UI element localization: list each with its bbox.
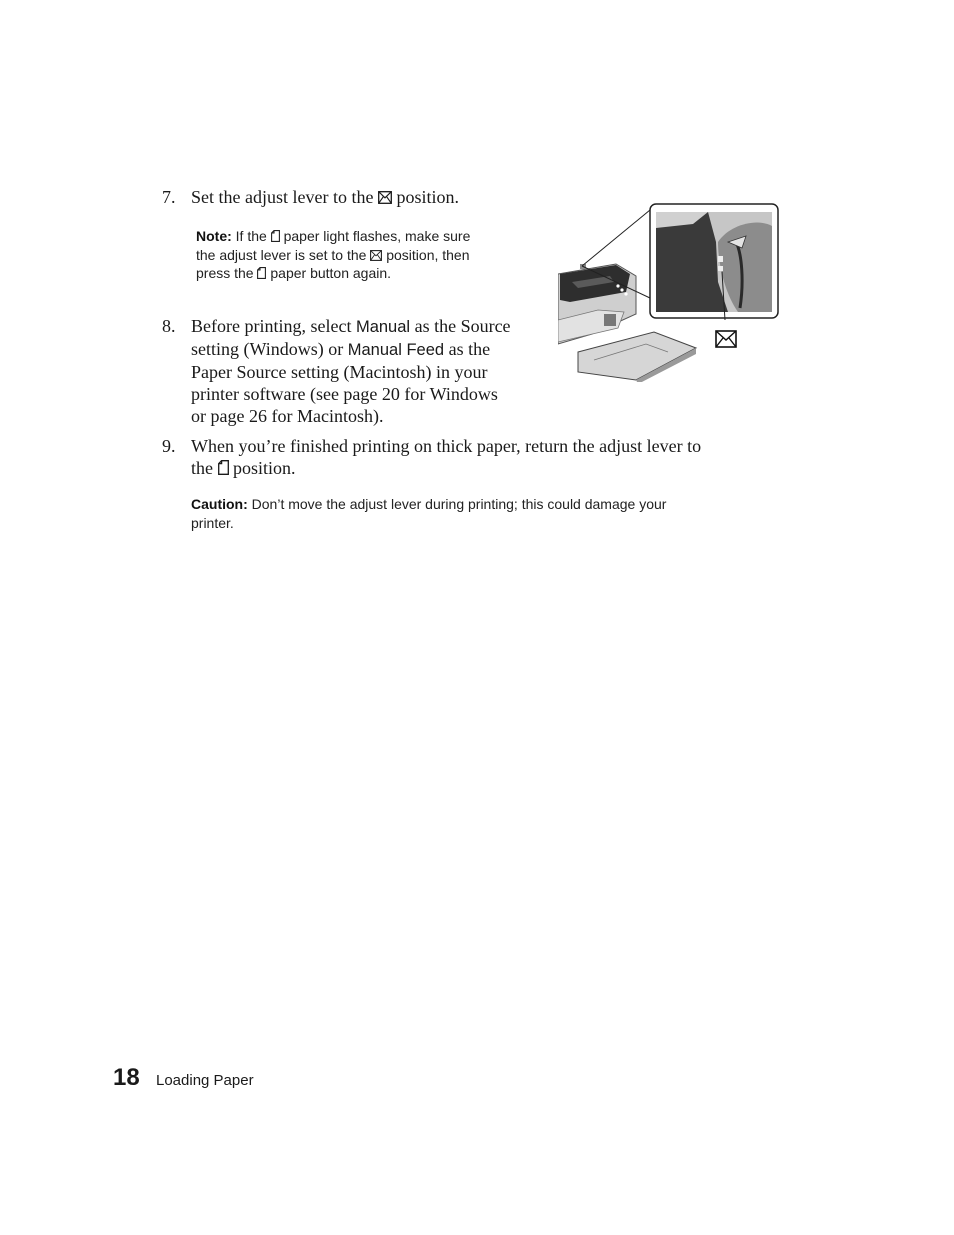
step-text: as the Source xyxy=(414,316,511,336)
paper-icon xyxy=(218,460,229,475)
ui-term-manual-feed: Manual Feed xyxy=(347,341,445,359)
printer-body xyxy=(558,264,636,344)
note-text: press the xyxy=(196,265,254,281)
ui-term-manual: Manual xyxy=(355,318,411,336)
output-tray xyxy=(578,332,696,382)
step-text: Set the adjust lever to the xyxy=(191,187,374,207)
note-text: If the xyxy=(235,228,267,244)
step-text: as the xyxy=(448,339,491,359)
step-8 xyxy=(162,315,562,427)
step-text: position. xyxy=(396,187,459,207)
note-label: Note: xyxy=(196,228,232,244)
caution-label: Caution: xyxy=(191,496,248,512)
note-text: paper light flashes, make sure xyxy=(283,228,471,244)
caution-text: printer. xyxy=(191,514,234,531)
step-text: the xyxy=(191,458,213,478)
adjust-lever-closeup xyxy=(650,204,778,318)
page-number: 18 xyxy=(113,1064,140,1091)
section-title: Loading Paper xyxy=(156,1072,254,1089)
step-number: 9. xyxy=(162,436,176,456)
caution-box xyxy=(191,495,751,532)
note-box xyxy=(196,227,526,283)
step-text: printer software (see page 20 for Windows xyxy=(191,384,498,404)
paper-icon xyxy=(257,267,266,279)
step-text: setting (Windows) or xyxy=(191,339,344,359)
step-number: 7. xyxy=(162,187,176,207)
note-text: the adjust lever is set to the xyxy=(196,246,367,263)
envelope-icon xyxy=(370,250,382,261)
step-number: 8. xyxy=(162,316,176,336)
step-text: Before printing, select xyxy=(191,316,352,336)
step-text: position. xyxy=(233,458,296,478)
step-text: When you’re finished printing on thick paper, return the adjust lever to xyxy=(191,436,702,456)
step-text: or page 26 for Macintosh). xyxy=(191,406,384,426)
envelope-icon xyxy=(378,191,392,204)
note-text: position, then xyxy=(386,246,470,263)
step-text: Paper Source setting (Macintosh) in your xyxy=(191,362,488,382)
step-9 xyxy=(162,435,762,483)
caution-text: Don’t move the adjust lever during printing; this could damage your xyxy=(251,496,667,512)
envelope-icon xyxy=(716,331,736,347)
printer-illustration xyxy=(558,202,783,382)
note-text: paper button again. xyxy=(270,265,392,281)
paper-icon xyxy=(271,230,280,242)
